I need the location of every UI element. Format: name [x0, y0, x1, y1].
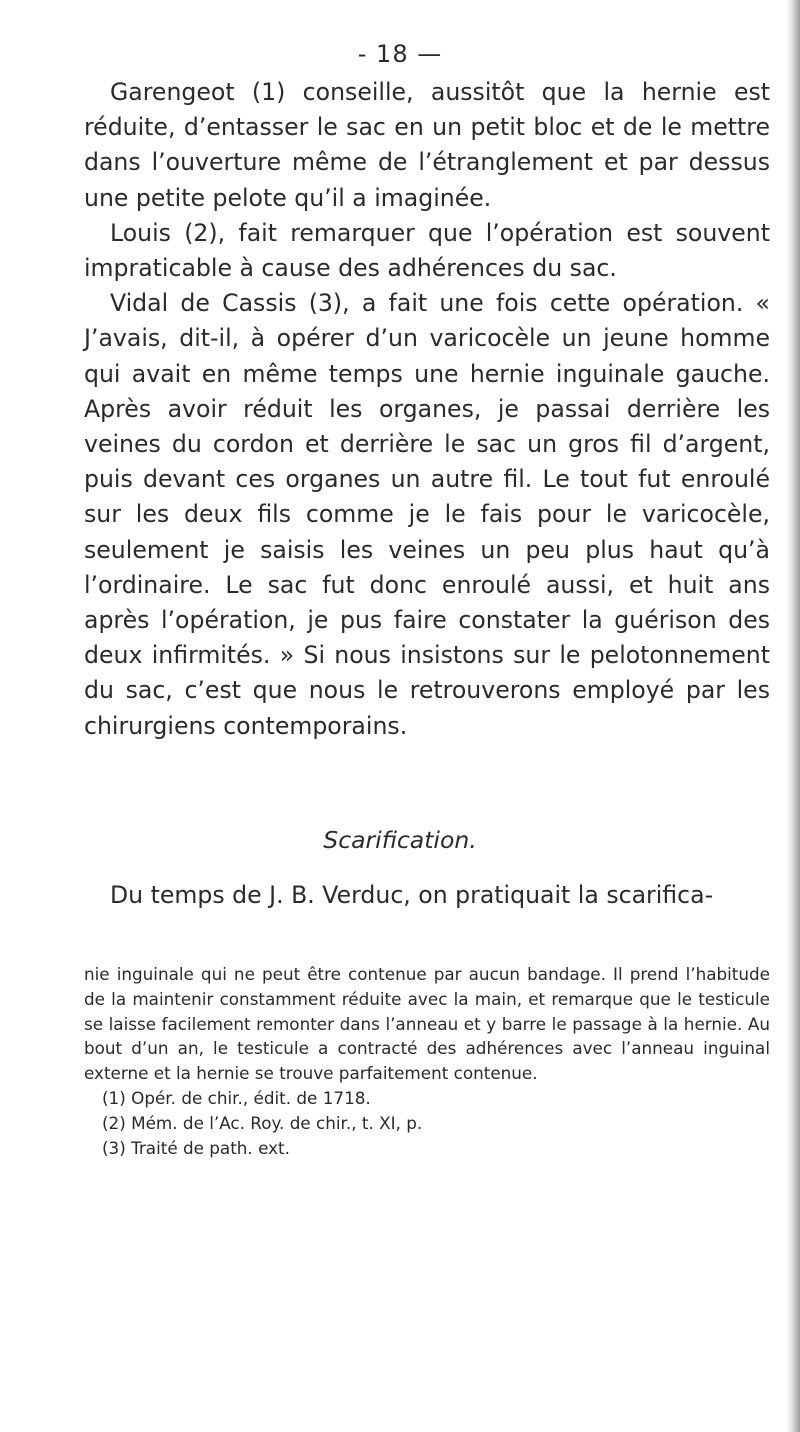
footnotes: [84, 962, 770, 1160]
section-text: [84, 878, 770, 913]
page-number: - 18 —: [357, 40, 443, 68]
footnote-ref-2: (2) Mém. de l’Ac. Roy. de chir., t. XI, p.: [102, 1112, 423, 1133]
footnote-continuation: nie inguinale qui ne peut être contenue par aucun bandage. Il prend l’habitude de la maintenir constamment réduite avec la main, et remarque que le testicule se laisse facilement remonter dans l’anneau et y barre le passage à la hernie. Au bout d’un an, le testicule a contracté des adhérences avec l’anneau inguinal externe et la hernie se trouve parfaitement contenue.: [84, 964, 770, 1084]
section-paragraph: Du temps de J. B. Verduc, on pratiquait la scarifica-: [110, 881, 714, 909]
page-edge-shadow: [786, 0, 800, 1432]
paragraph-vidal: Vidal de Cassis (3), a fait une fois cette opération. « J’avais, dit-il, à opérer d’un varicocèle un jeune homme qui avait en même temps une hernie inguinale gauche. Après avoir réduit les organes, je passai derrière les veines du cordon et derrière le sac un gros fil d’argent, puis devant ces organes un autre fil. Le tout fut enroulé sur les deux fils comme je le fais pour le varicocèle, seulement je saisis les veines un peu plus haut qu’à l’ordinaire. Le sac fut donc enroulé aussi, et huit ans après l’opération, je pus faire constater la guérison des deux infirmités. » Si nous insistons sur le pelotonnement du sac, c’est que nous le retrouverons employé par les chirurgiens contemporains.: [84, 289, 770, 740]
paragraph-louis: Louis (2), fait remarquer que l’opération est souvent impraticable à cause des adhérences du sac.: [84, 218, 770, 283]
paragraph-garengeot: Garengeot (1) conseille, aussitôt que la hernie est réduite, d’entasser le sac en un petit bloc et de le mettre dans l’ouverture même de l’étranglement et par dessus une petite pelote qu’il a imaginée.: [84, 78, 770, 212]
section-title: Scarification.: [323, 826, 477, 854]
main-text: [84, 75, 770, 744]
footnote-ref-3: (3) Traité de path. ext.: [102, 1137, 290, 1158]
footnote-ref-1: (1) Opér. de chir., édit. de 1718.: [102, 1087, 371, 1108]
